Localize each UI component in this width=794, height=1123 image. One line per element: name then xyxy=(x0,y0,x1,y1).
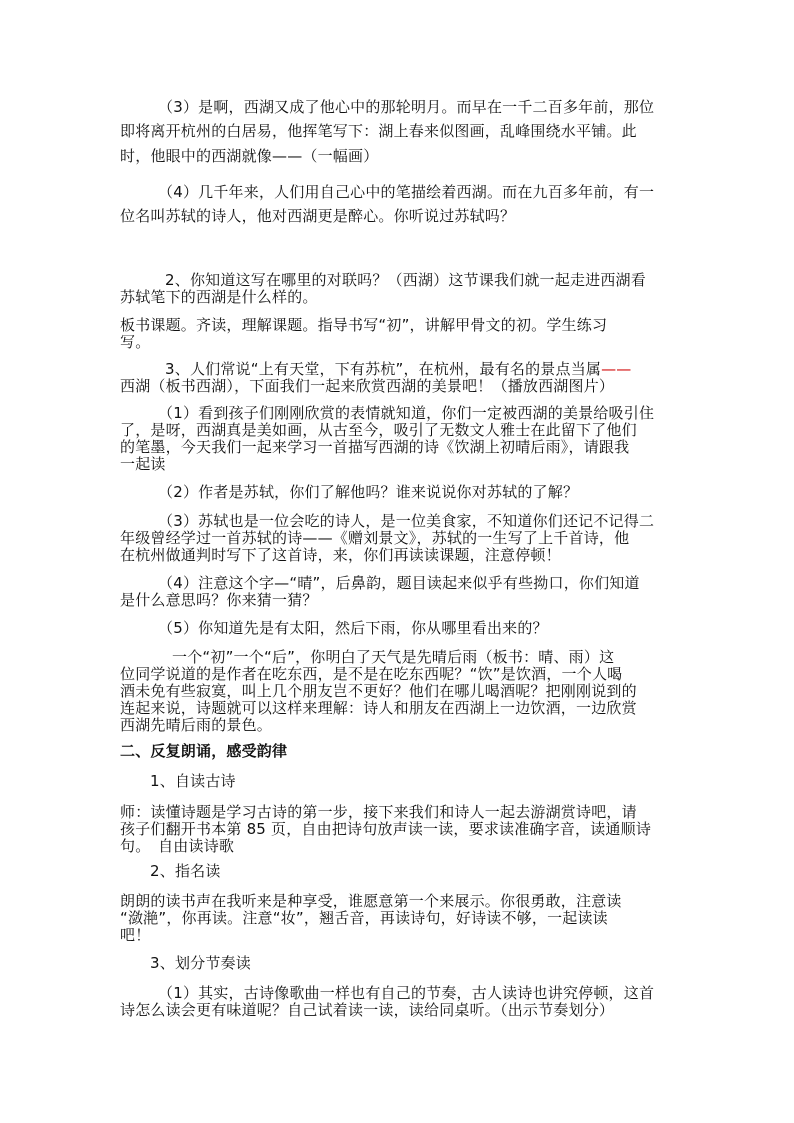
text-line: 吧！ xyxy=(120,926,151,944)
text-line: 在杭州做通判时写下了这首诗，来，你们再读读课题，注意停顿！ xyxy=(120,546,561,564)
text-line: 是什么意思吗？你来猜一猜？ xyxy=(120,591,318,609)
text-line: 朗朗的读书声在我听来是种享受，谁愿意第一个来展示。你很勇敢，注意读 xyxy=(120,892,622,910)
text-line: （2）作者是苏轼，你们了解他吗？谁来说说你对苏轼的了解？ xyxy=(158,483,579,501)
text-line: 酒未免有些寂寞，叫上几个朋友岂不更好？他们在哪儿喝酒呢？把刚刚说到的 xyxy=(120,682,637,700)
text-line: 2、你知道这写在哪里的对联吗？（西湖）这节课我们就一起走进西湖看 xyxy=(165,271,646,289)
text-line: 年级曾经学过一首苏轼的诗——《赠刘景文》，苏轼的一生写了上千首诗，他 xyxy=(120,529,630,547)
text-line: 苏轼笔下的西湖是什么样的。 xyxy=(120,288,318,306)
text-line: 了，是呀，西湖真是美如画，从古至今，吸引了无数文人雅士在此留下了他们 xyxy=(120,421,637,439)
text-line: 连起来说，诗题就可以这样来理解：诗人和朋友在西湖上一边饮酒，一边欣赏 xyxy=(120,699,637,717)
text-line: 孩子们翻开书本第 85 页，自由把诗句放声读一读，要求读准确字音，读通顺诗 xyxy=(120,820,652,838)
text-line: “潋滟”，你再读。注意“妆”，翘舌音，再读诗句，好诗读不够，一起读读 xyxy=(120,909,608,927)
text-line: 时，他眼中的西湖就像——（一幅画） xyxy=(120,147,379,165)
text-line: 位同学说道的是作者在吃东西，是不是在吃东西呢？“饮”是饮酒，一个人喝 xyxy=(120,665,623,683)
text-line: 板书课题。齐读，理解课题。指导书写“初”，讲解甲骨文的初。学生练习 xyxy=(120,316,608,334)
text-line: 一起读 xyxy=(120,455,166,473)
text-line: 诗怎么读会更有味道呢？自己试着读一读，读给同桌听。（出示节奏划分） xyxy=(120,1001,615,1019)
section-heading: 二、反复朗诵，感受韵律 xyxy=(120,742,288,760)
text-line: 一个“初”一个“后”，你明白了天气是先晴后雨（板书：晴、雨）这 xyxy=(172,648,615,666)
text-line xyxy=(165,360,632,378)
text-line: （5）你知道先是有太阳，然后下雨，你从哪里看出来的？ xyxy=(158,619,548,637)
text-line: 的笔墨，今天我们一起来学习一首描写西湖的诗《饮湖上初晴后雨》，请跟我 xyxy=(120,438,630,456)
text-line: （1）其实，古诗像歌曲一样也有自己的节奏，古人读诗也讲究停顿，这首 xyxy=(158,984,655,1002)
text-line: 句。 自由读诗歌 xyxy=(120,837,235,855)
text-line: 西湖（板书西湖），下面我们一起来欣赏西湖的美景吧！（播放西湖图片） xyxy=(120,377,615,395)
text-line: （4）注意这个字—“晴”，后鼻韵，题目读起来似乎有些拗口，你们知道 xyxy=(158,574,640,592)
subsection-title: 2、指名读 xyxy=(150,862,221,880)
text-line: （3）是啊，西湖又成了他心中的那轮明月。而早在一千二百多年前，那位 xyxy=(158,98,655,116)
text-line: 位名叫苏轼的诗人，他对西湖更是醉心。你听说过苏轼吗？ xyxy=(120,207,516,225)
text-line: （3）苏轼也是一位会吃的诗人，是一位美食家，不知道你们还记不记得二 xyxy=(158,512,655,530)
text-line: （1）看到孩子们刚刚欣赏的表情就知道，你们一定被西湖的美景给吸引住 xyxy=(158,404,655,422)
subsection-title: 3、划分节奏读 xyxy=(150,954,251,972)
red-dash: —— xyxy=(601,360,632,378)
text-line: 即将离开杭州的白居易，他挥笔写下：湖上春来似图画，乱峰围绕水平铺。此 xyxy=(120,122,637,140)
text-span: 3、人们常说“上有天堂，下有苏杭”，在杭州，最有名的景点当属 xyxy=(165,360,602,378)
text-line: 西湖先晴后雨的景色。 xyxy=(120,716,273,734)
subsection-title: 1、自读古诗 xyxy=(150,772,236,790)
text-line: （4）几千年来，人们用自己心中的笔描绘着西湖。而在九百多年前，有一 xyxy=(158,183,655,201)
text-line: 写。 xyxy=(120,333,151,351)
text-line: 师：读懂诗题是学习古诗的第一步，接下来我们和诗人一起去游湖赏诗吧，请 xyxy=(120,803,637,821)
